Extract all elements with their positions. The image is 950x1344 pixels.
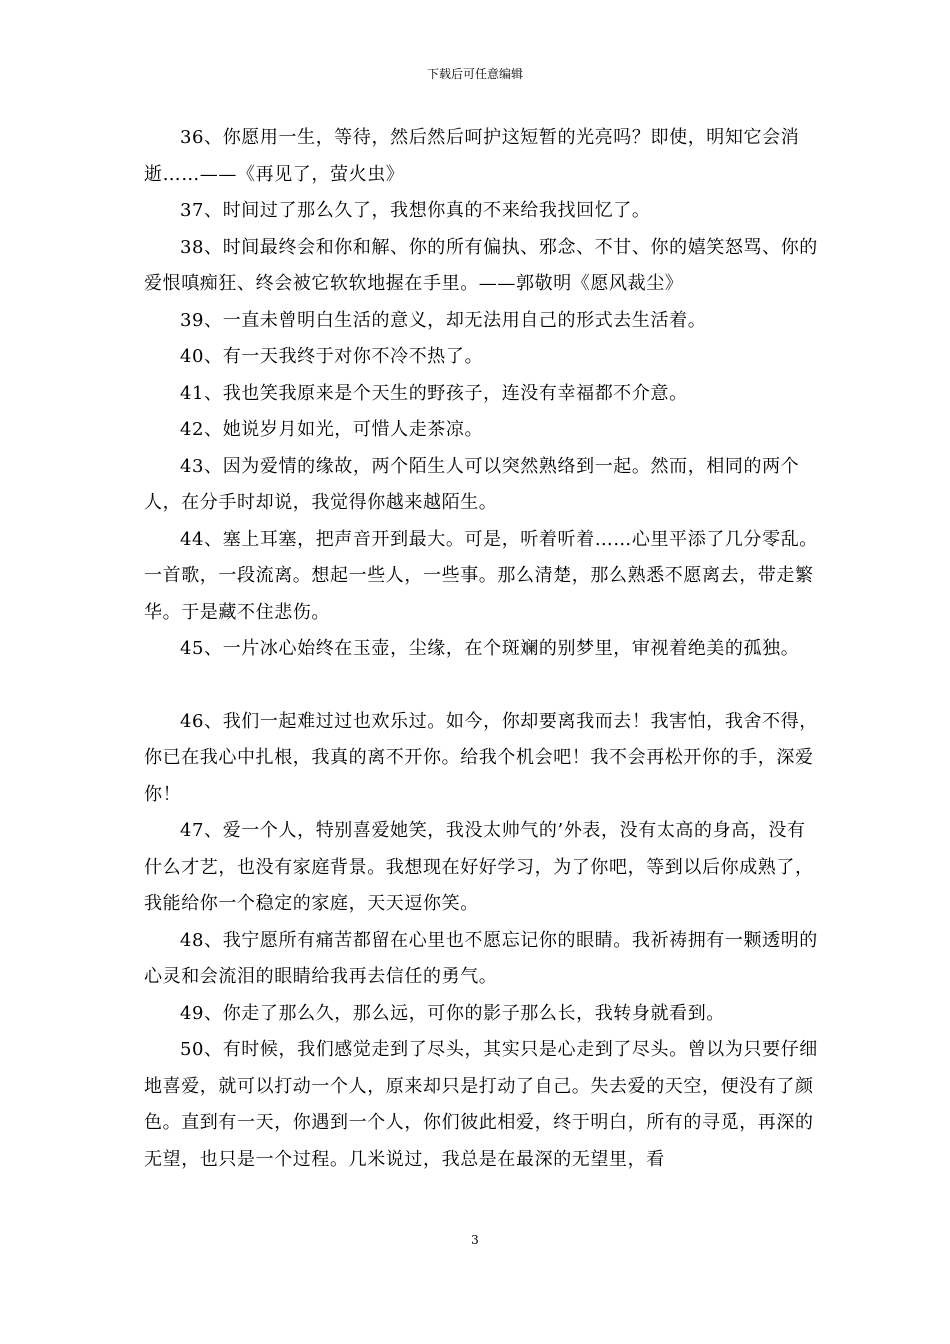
- paragraph-38: 38、时间最终会和你和解、你的所有偏执、邪念、不甘、你的嬉笑怒骂、你的爱恨嗔痴狂、终会被它软软地握在手里。——郭敬明《愿风裁尘》: [144, 236, 818, 294]
- paragraph-44: 44、塞上耳塞，把声音开到最大。可是，听着听着……心里平添了几分零乱。一首歌，一段流离。想起一些人，一些事。那么清楚，那么熟悉不愿离去，带走繁华。于是藏不住悲伤。: [144, 528, 818, 623]
- paragraph-39: 39、一直未曾明白生活的意义，却无法用自己的形式去生活着。: [180, 309, 707, 331]
- page-number: 3: [471, 1233, 479, 1247]
- paragraph-47: 47、爱一个人，特别喜爱她笑，我没太帅气的’外表，没有太高的身高，没有什么才艺，也没有家庭背景。我想现在好好学习，为了你吧，等到以后你成熟了，我能给你一个稳定的家庭，天天逗你笑。: [144, 820, 814, 914]
- paragraph-spacer: [144, 668, 824, 704]
- paragraph-40: 40、有一天我终于对你不冷不热了。: [180, 346, 484, 367]
- paragraph-46: 46、我们一起难过过也欢乐过。如今，你却要离我而去！我害怕，我舍不得，你已在我心中扎根，我真的离不开你。给我个机会吧！我不会再松开你的手，深爱你！: [144, 710, 818, 805]
- paragraph-36: 36、你愿用一生，等待，然后然后呵护这短暂的光亮吗？即使，明知它会消逝……——《再见了，萤火虫》: [144, 127, 800, 185]
- page-header: 下载后可任意编辑: [426, 67, 523, 81]
- paragraph-45: 45、一片冰心始终在玉壶，尘缘，在个斑斓的别梦里，审视着绝美的孤独。: [180, 638, 800, 659]
- paragraph-49: 49、你走了那么久，那么远，可你的影子那么长，我转身就看到。: [180, 1002, 725, 1024]
- paragraph-48: 48、我宁愿所有痛苦都留在心里也不愿忘记你的眼睛。我祈祷拥有一颗透明的心灵和会流泪的眼睛给我再去信任的勇气。: [144, 929, 818, 987]
- document-body: [144, 120, 824, 1178]
- paragraph-50: 50、有时候，我们感觉走到了尽头，其实只是心走到了尽头。曾以为只要仔细地喜爱，就可以打动一个人，原来却只是打动了自己。失去爱的天空，便没有了颜色。直到有一天，你遇到一个人，你们彼此相爱，终于明白，所有的寻觅，再深的无望，也只是一个过程。几米说过，我总是在最深的无望里，看: [144, 1039, 818, 1170]
- paragraph-42: 42、她说岁月如光，可惜人走茶凉。: [180, 419, 484, 440]
- paragraph-43: 43、因为爱情的缘故，两个陌生人可以突然熟络到一起。然而，相同的两个人，在分手时却说，我觉得你越来越陌生。: [144, 455, 800, 513]
- paragraph-37: 37、时间过了那么久了，我想你真的不来给我找回忆了。: [180, 200, 651, 221]
- paragraph-41: 41、我也笑我原来是个天生的野孩子，连没有幸福都不介意。: [180, 382, 688, 404]
